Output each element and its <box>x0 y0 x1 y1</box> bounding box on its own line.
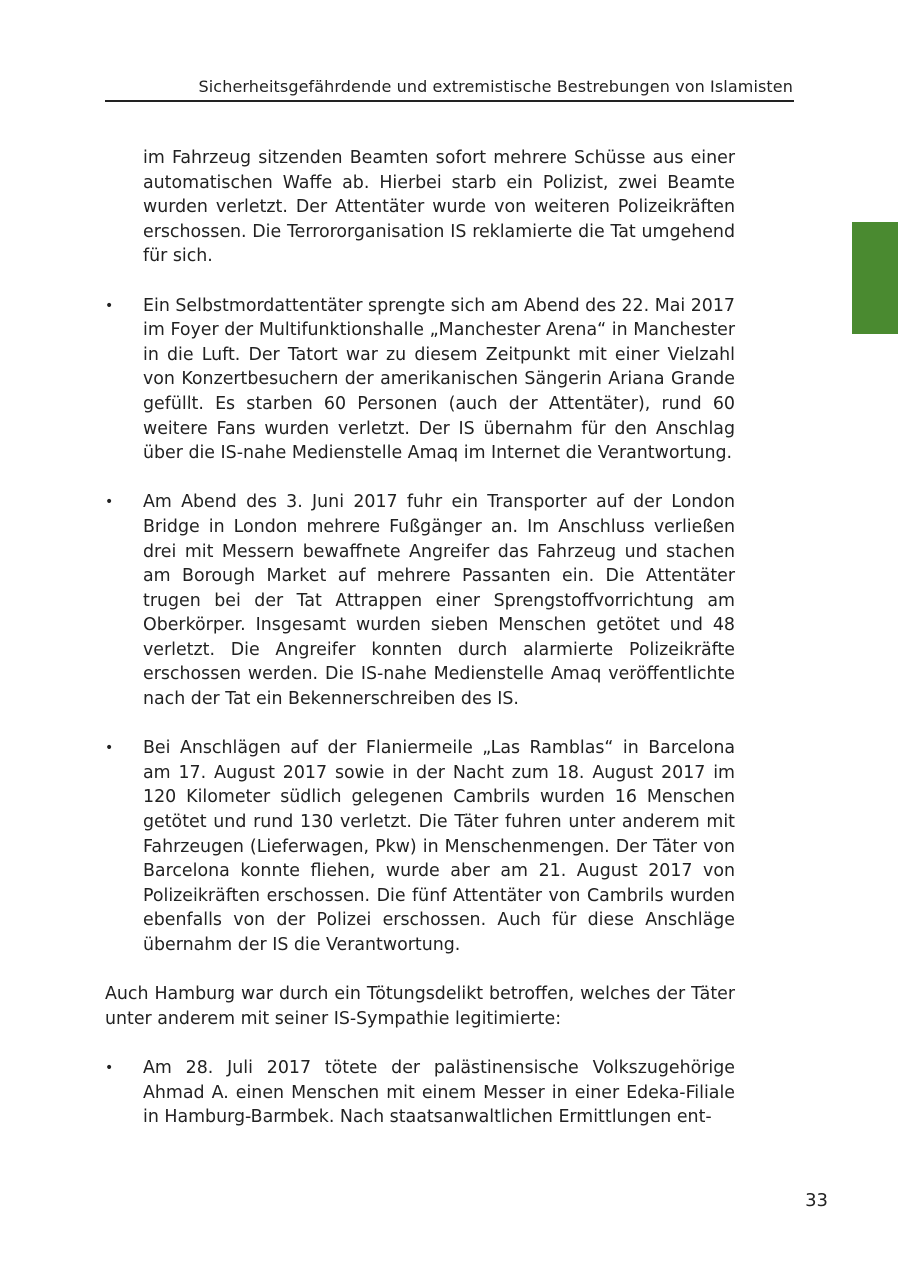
bullet-text: Ein Selbstmordattentäter sprengte sich am Abend des 22. Mai 2017 im Foyer der Multifunktionshalle „Manchester Arena“ in Manchester in die Luft. Der Tatort war zu diesem Zeitpunkt mit einer Vielzahl von Konzertbesuchern der amerikanischen Sängerin Ariana Grande gefüllt. Es starben 60 Personen (auch der Attentäter), rund 60 weitere Fans wurden verletzt. Der IS übernahm für den Anschlag über die IS-nahe Medienstelle Amaq im Internet die Verantwortung. <box>143 295 735 464</box>
page-number: 33 <box>805 1190 828 1211</box>
continuation-paragraph: im Fahrzeug sitzenden Beamten sofort mehrere Schüsse aus einer automatischen Waffe ab. Hierbei starb ein Polizist, zwei Beamte wurden verletzt. Der Attentäter wurde von weiteren Polizeikräften erschossen. Die Terrororganisation IS reklamierte die Tat umgehend für sich. <box>143 148 735 267</box>
running-header: Sicherheitsgefährdende und extremistische Bestrebungen von Islamisten <box>198 77 793 96</box>
bullet-marker: • <box>105 740 114 757</box>
list-item <box>105 294 735 466</box>
list-item <box>105 1056 735 1130</box>
bullet-marker: • <box>105 1059 114 1076</box>
bullet-marker: • <box>105 297 114 314</box>
header-rule <box>105 100 794 102</box>
bullet-text: Am Abend des 3. Juni 2017 fuhr ein Transporter auf der London Bridge in London mehrere Fußgänger an. Im Anschluss verließen drei mit Messern bewaffnete Angreifer das Fahrzeug und stachen am Borough Market auf mehrere Passanten ein. Die Attentäter trugen bei der Tat Attrappen einer Sprengstoffvorrichtung am Oberkörper. Insgesamt wurden sieben Menschen getötet und 48 verletzt. Die Angreifer konnten durch alarmierte Polizeikräfte erschossen werden. Die IS-nahe Medienstelle Amaq veröffentlichte nach der Tat ein Bekennerschreiben des IS. <box>143 492 735 710</box>
list-item <box>105 490 735 711</box>
bullet-text: Am 28. Juli 2017 tötete der palästinensische Volkszugehörige Ahmad A. einen Menschen mit einem Messer in einer Edeka-Filiale in Hamburg-Barmbek. Nach staatsanwaltlichen Ermittlungen ent- <box>143 1057 735 1128</box>
chapter-tab-marker <box>852 222 898 334</box>
bullet-text: Bei Anschlägen auf der Flaniermeile „Las Ramblas“ in Barcelona am 17. August 2017 sowie in der Nacht zum 18. August 2017 im 120 Kilometer südlich gelegenen Cambrils wurden 16 Menschen getötet und rund 130 verletzt. Die Täter fuhren unter anderem mit Fahrzeugen (Lieferwagen, Pkw) in Menschenmengen. Der Täter von Barcelona konnte fliehen, wurde aber am 21. August 2017 von Polizeikräften erschossen. Die fünf Attentäter von Cambrils wurden ebenfalls von der Polizei erschossen. Auch für diese Anschläge übernahm der IS die Verantwortung. <box>143 738 735 955</box>
intro-paragraph: Auch Hamburg war durch ein Tötungsdelikt betroffen, welches der Täter unter anderem mit seiner IS-Sympathie legitimierte: <box>105 984 735 1029</box>
bullet-marker: • <box>105 494 114 511</box>
list-item <box>105 736 735 957</box>
page-body <box>105 146 735 1130</box>
